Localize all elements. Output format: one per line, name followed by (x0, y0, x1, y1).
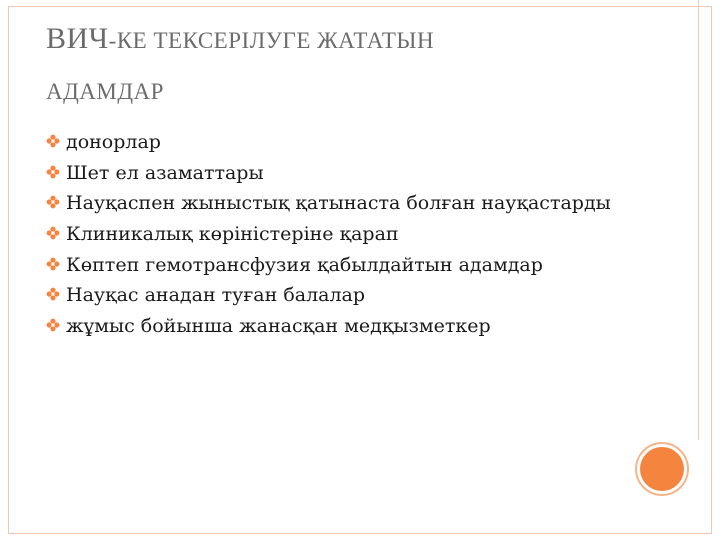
bullet-text: Клиникалық көріністеріне қарап (66, 223, 399, 246)
orange-circle-decoration (640, 447, 684, 491)
list-item (46, 191, 666, 216)
title-rest: -КЕ ТЕКСЕРІЛУГЕ ЖАТАТЫН (108, 28, 435, 53)
slide-title (46, 14, 646, 103)
flower-bullet-icon (46, 165, 60, 179)
bullet-text: Науқаспен жыныстық қатынаста болған науқастарды (66, 192, 611, 215)
flower-bullet-icon (46, 287, 60, 301)
flower-bullet-icon (46, 318, 60, 332)
list-item (46, 161, 666, 186)
list-item (46, 283, 666, 308)
flower-bullet-icon (46, 257, 60, 271)
list-item (46, 314, 666, 339)
flower-bullet-icon (46, 226, 60, 240)
bullet-text: Шет ел азаматтары (66, 161, 264, 184)
bullet-text: донорлар (66, 131, 161, 153)
bullet-text: Науқас анадан туған балалар (66, 284, 366, 307)
bullet-list (46, 130, 666, 345)
list-item (46, 222, 666, 247)
title-abbrev: ВИЧ (46, 22, 109, 55)
bullet-text: Көптеп гемотрансфузия қабылдайтын адамдар (66, 253, 543, 276)
right-vertical-rule (698, 0, 699, 440)
list-item (46, 130, 666, 155)
list-item (46, 253, 666, 278)
flower-bullet-icon (46, 195, 60, 209)
bullet-text: жұмыс бойынша жанасқан медқызметкер (66, 315, 491, 338)
flower-bullet-icon (46, 134, 60, 148)
title-line-2: АДАМДАР (46, 79, 164, 104)
title-line-1 (46, 24, 646, 54)
